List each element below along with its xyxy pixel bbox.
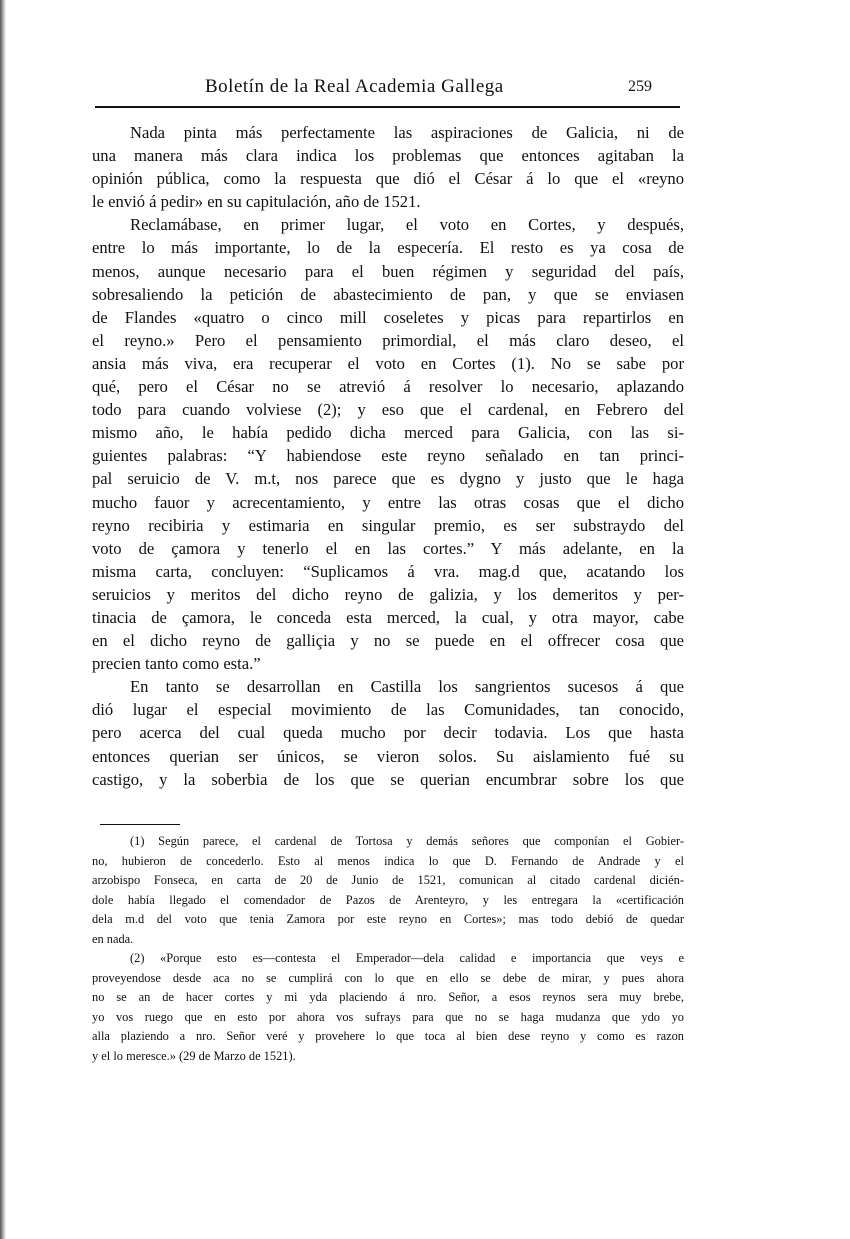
footnote-line: dela m.d del voto que tenia Zamora por este reyno en Cortes»; mas todo debió de quedar [92,912,684,926]
scan-edge-shadow [0,0,6,1239]
text-line: sobresaliendo la petición de abastecimiento de pan, y que se enviasen [92,284,684,304]
text-line: misma carta, concluyen: “Suplicamos á vra. mag.d que, acatando los [92,561,684,581]
footnote-line: en nada. [92,931,134,946]
text-line: menos, aunque necesario para el buen régimen y seguridad del país, [92,261,684,281]
text-line: pal seruicio de V. m.t, nos parece que es dygno y justo que le haga [92,469,684,489]
text-line: Nada pinta más perfectamente las aspiraciones de Galicia, ni de [130,123,684,142]
text-line: voto de çamora y tenerlo el en las cortes.” Y más adelante, en la [92,538,684,558]
text-line: entre lo más importante, lo de la especería. El resto es ya cosa de [92,238,684,258]
text-line: precien tanto como esta.” [92,654,261,674]
text-line: Reclamábase, en primer lugar, el voto en Cortes, y después, [130,215,684,235]
footnote-line: proveyendose desde aca no se cumplirá con lo que en ello se debe de mirar, y pues ahora [92,970,684,985]
footnote-line: yo vos ruego que en esto por ahora vos sufrays para que no se haga mudanza que ydo yo [92,1009,684,1024]
text-line: mismo año, le había pedido dicha merced para Galicia, con las si- [92,423,684,443]
text-line: qué, pero el César no se atrevió á resolver lo necesario, aplazando [92,377,684,397]
footnote-rule [100,824,180,825]
footnotes [92,832,684,1066]
text-line: ansia más viva, era recuperar el voto en Cortes (1). No se sabe por [92,353,684,373]
text-line: en el dicho reyno de galliçia y no se puede en el offrecer cosa que [92,631,684,651]
text-line: entonces querian ser únicos, se vieron solos. Su aislamiento fué su [92,746,684,766]
footnote-line: y el lo meresce.» (29 de Marzo de 1521). [92,1048,296,1063]
text-line: mucho fauor y acrecentamiento, y entre las otras cosas que el dicho [92,492,684,512]
text-line: dió lugar el especial movimiento de las Comunidades, tan conocido, [92,700,684,720]
text-line: tinacia de çamora, le conceda esta merced, la cual, y otra mayor, cabe [92,607,684,627]
journal-title: Boletín de la Real Academia Gallega [205,76,504,97]
text-line: seruicios y meritos del dicho reyno de galizia, y los demeritos y per- [92,584,684,604]
text-line: todo para cuando volviese (2); y eso que el cardenal, en Febrero del [92,400,684,420]
footnote-line: (1) Según parece, el cardenal de Tortosa y demás señores que componían el Gobier- [130,834,684,848]
text-line: una manera más clara indica los problemas que entonces agitaban la [92,146,684,166]
text-line: el reyno.» Pero el pensamiento primordial, el más claro deseo, el [92,330,684,350]
main-text [92,121,684,791]
text-line: le envió á pedir» en su capitulación, año de 1521. [92,192,421,212]
text-line: opinión pública, como la respuesta que dió el César á lo que el «reyno [92,169,684,189]
header-rule [95,106,680,108]
footnote-line: dole había llegado el comendador de Pazos de Arenteyro, y les entregara la «certificación [92,892,684,907]
footnote-line: alla plaziendo a nro. Señor veré y provehere lo que toca al bien dese reyno y como es razon [92,1029,684,1043]
text-line: En tanto se desarrollan en Castilla los sangrientos sucesos á que [130,677,684,697]
running-header [95,74,680,104]
text-line: reyno recibiria y estimaria en singular premio, es ser substraydo del [92,515,684,535]
footnote-line: no se an de hacer cortes y mi yda placiendo á nro. Señor, a esos reynos sera muy brebe, [92,990,684,1004]
text-line: pero acerca del cual queda mucho por decir todavia. Los que hasta [92,723,684,743]
text-line: castigo, y la soberbia de los que se querian encumbrar sobre los que [92,769,684,789]
footnote-line: (2) «Porque esto es—contesta el Emperador—dela calidad e importancia que veys e [130,951,684,965]
footnote-line: arzobispo Fonseca, en carta de 20 de Junio de 1521, comunican al citado cardenal dicién- [92,873,684,887]
footnote-line: no, hubieron de concederlo. Esto al menos indica lo que D. Fernando de Andrade y el [92,853,684,868]
text-line: guientes palabras: “Y habiendose este reyno señalado en tan princi- [92,446,684,466]
page-number: 259 [628,78,652,95]
text-line: de Flandes «quatro o cinco mill coseletes y picas para repartirlos en [92,307,684,327]
